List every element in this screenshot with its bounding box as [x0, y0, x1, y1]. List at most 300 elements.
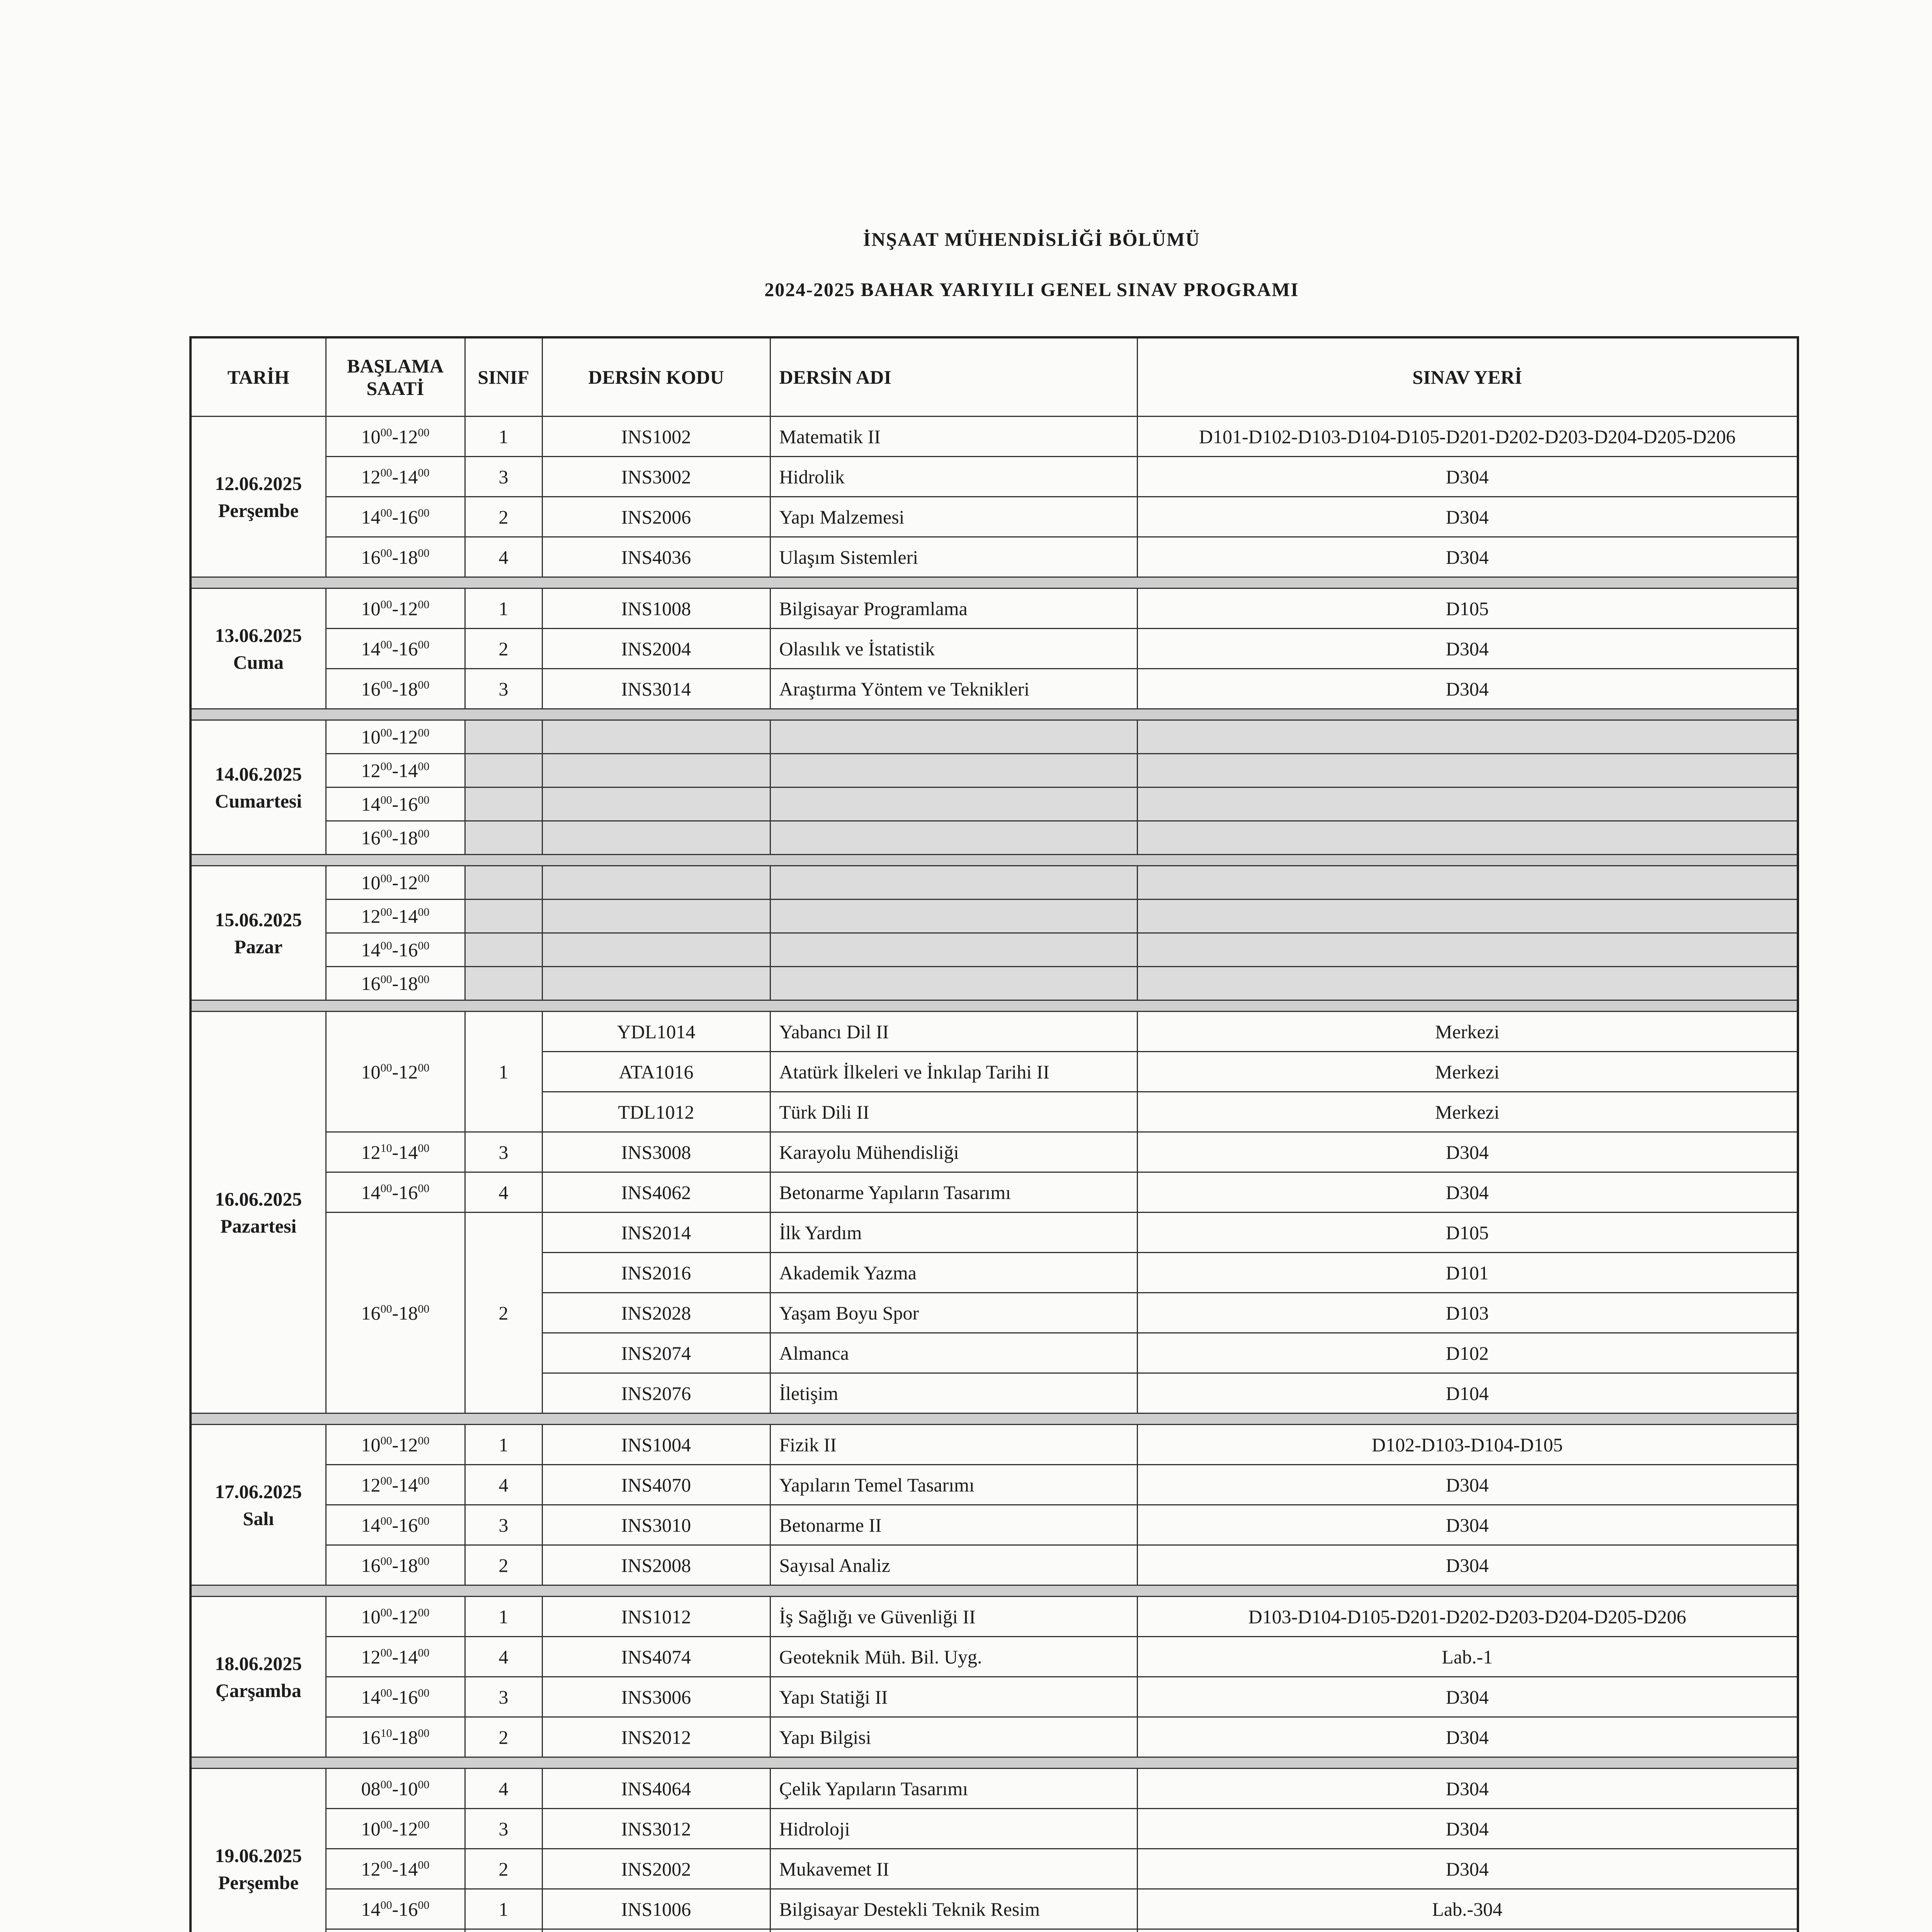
day-separator — [190, 709, 1798, 720]
time-start-hour: 10 — [361, 597, 381, 619]
col-header-exam-place: SINAV YERİ — [1137, 337, 1798, 417]
table-row — [190, 720, 1798, 754]
table-row — [190, 1769, 1798, 1809]
time-end-hour: -12 — [392, 425, 418, 447]
time-start-minute: 00 — [380, 678, 392, 691]
day-separator — [190, 855, 1798, 866]
start-time-header-line2: SAATİ — [366, 378, 424, 399]
course-code-cell: INS3006 — [542, 1677, 770, 1717]
table-row — [190, 1637, 1798, 1677]
time-end-hour: -12 — [392, 1818, 418, 1840]
course-code-cell: INS2004 — [542, 629, 770, 669]
course-code-cell: INS2074 — [542, 1333, 770, 1373]
start-time-cell — [326, 1132, 465, 1172]
time-start-hour: 16 — [361, 546, 381, 568]
class-cell: 2 — [465, 629, 542, 669]
time-end-hour: -14 — [392, 905, 418, 927]
time-start-hour: 12 — [361, 760, 381, 781]
table-row — [190, 1929, 1798, 1932]
table-row — [190, 821, 1798, 855]
time-start-hour: 12 — [361, 905, 381, 927]
time-start-minute: 00 — [380, 1514, 392, 1527]
start-time-cell — [326, 821, 465, 855]
exam-place-cell: Lab.-304 — [1137, 1889, 1798, 1929]
exam-date: 19.06.2025 — [215, 1844, 302, 1866]
time-start-hour: 10 — [361, 1061, 381, 1083]
time-end-minute: 00 — [418, 598, 430, 611]
time-end-hour: -16 — [392, 939, 418, 961]
exam-date: 17.06.2025 — [215, 1480, 302, 1502]
time-end-hour: -16 — [392, 1898, 418, 1920]
course-name-cell: İlk Yardım — [770, 1213, 1137, 1253]
class-cell: 4 — [465, 1172, 542, 1213]
time-end-minute: 00 — [418, 1554, 430, 1568]
exam-place-cell: D304 — [1137, 1717, 1798, 1757]
time-start-hour: 12 — [361, 1141, 381, 1163]
course-name-cell: Atatürk İlkeleri ve İnkılap Tarihi II — [770, 1052, 1137, 1092]
exam-place-cell: D304 — [1137, 1505, 1798, 1545]
time-start-hour: 16 — [361, 1302, 381, 1324]
time-start-hour: 14 — [361, 1514, 381, 1536]
table-row — [190, 1717, 1798, 1757]
time-start-minute: 00 — [380, 598, 392, 611]
time-end-minute: 00 — [418, 466, 430, 479]
time-start-minute: 00 — [380, 794, 392, 806]
time-end-minute: 00 — [418, 638, 430, 651]
table-header-row — [190, 337, 1798, 417]
exam-place-cell: D101 — [1137, 1253, 1798, 1293]
course-name-cell: Hidrolik — [770, 457, 1137, 497]
course-name-cell: Çelik Yapıların Tasarımı — [770, 1769, 1137, 1809]
time-end-minute: 00 — [418, 794, 430, 806]
time-start-hour: 12 — [361, 1646, 381, 1668]
exam-weekday: Cuma — [233, 651, 284, 673]
course-name-cell: Sayısal Analiz — [770, 1545, 1137, 1585]
time-start-hour: 14 — [361, 939, 381, 961]
course-name-cell: İş Sağlığı ve Güvenliği II — [770, 1597, 1137, 1637]
time-start-minute: 00 — [380, 426, 392, 439]
time-end-minute: 00 — [418, 1726, 430, 1740]
table-row — [190, 1677, 1798, 1717]
time-start-minute: 00 — [380, 1061, 392, 1074]
time-start-minute: 00 — [380, 1646, 392, 1659]
exam-place-cell: D102-D103-D104-D105 — [1137, 1425, 1798, 1465]
time-start-hour: 10 — [361, 1818, 381, 1840]
day-separator — [190, 577, 1798, 588]
course-code-cell: INS3012 — [542, 1809, 770, 1849]
class-cell — [465, 821, 542, 855]
course-name-cell: Karayolu Mühendisliği — [770, 1132, 1137, 1172]
class-cell — [465, 900, 542, 933]
start-time-cell — [326, 537, 465, 577]
time-end-minute: 00 — [418, 1514, 430, 1527]
exam-weekday: Cumartesi — [215, 790, 302, 812]
exam-place-cell — [1137, 967, 1798, 1000]
course-code-cell: INS2016 — [542, 1253, 770, 1293]
course-name-cell: Olasılık ve İstatistik — [770, 629, 1137, 669]
table-row — [190, 967, 1798, 1000]
separator-cell — [190, 1585, 1798, 1597]
exam-place-cell: D304 — [1137, 497, 1798, 537]
class-cell — [465, 866, 542, 900]
course-code-cell: INS2028 — [542, 1293, 770, 1333]
course-code-cell: INS4070 — [542, 1465, 770, 1505]
time-end-hour: -16 — [392, 506, 418, 528]
course-code-cell — [542, 967, 770, 1000]
start-time-cell — [326, 1597, 465, 1637]
time-start-minute: 10 — [380, 1141, 392, 1155]
course-code-cell: INS1004 — [542, 1425, 770, 1465]
course-name-cell: Yabancı Dil II — [770, 1012, 1137, 1052]
course-code-cell — [542, 720, 770, 754]
date-cell — [190, 1012, 326, 1413]
time-end-minute: 00 — [418, 1778, 430, 1791]
class-cell: 3 — [465, 1809, 542, 1849]
exam-date: 13.06.2025 — [215, 624, 302, 646]
table-row — [190, 588, 1798, 629]
class-cell: 1 — [465, 588, 542, 629]
exam-place-cell: D304 — [1137, 1465, 1798, 1505]
exam-place-cell — [1137, 821, 1798, 855]
time-start-hour: 14 — [361, 638, 381, 660]
course-code-cell: INS1012 — [542, 1597, 770, 1637]
course-code-cell: YDL1014 — [542, 1012, 770, 1052]
class-cell: 3 — [465, 669, 542, 709]
start-time-cell — [326, 866, 465, 900]
time-start-minute: 00 — [380, 1818, 392, 1831]
start-time-cell — [326, 457, 465, 497]
time-start-hour: 12 — [361, 466, 381, 488]
time-end-hour: -10 — [392, 1777, 418, 1799]
class-cell — [465, 754, 542, 787]
time-end-hour: -12 — [392, 872, 418, 893]
exam-place-cell: Lab.-1 — [1137, 1637, 1798, 1677]
class-cell: 4 — [465, 537, 542, 577]
exam-weekday: Pazar — [234, 935, 283, 957]
time-start-minute: 00 — [380, 827, 392, 840]
time-end-hour: -14 — [392, 1858, 418, 1880]
class-cell: 1 — [465, 1425, 542, 1465]
date-cell — [190, 588, 326, 709]
course-code-cell: INS2076 — [542, 1373, 770, 1413]
course-name-cell: Almanca — [770, 1333, 1137, 1373]
separator-cell — [190, 855, 1798, 866]
exam-place-cell: D104 — [1137, 1373, 1798, 1413]
exam-place-cell — [1137, 900, 1798, 933]
course-name-cell: Geoteknik Müh. Bil. Uyg. — [770, 1637, 1137, 1677]
start-time-cell — [326, 1425, 465, 1465]
course-code-cell: INS4074 — [542, 1637, 770, 1677]
exam-place-cell — [1137, 866, 1798, 900]
exam-weekday: Salı — [243, 1507, 274, 1529]
table-row — [190, 1505, 1798, 1545]
time-start-hour: 10 — [361, 425, 381, 447]
course-code-cell: INS1006 — [542, 1889, 770, 1929]
course-name-cell — [770, 821, 1137, 855]
course-name-cell: Yapı Statiği II — [770, 1677, 1137, 1717]
time-end-minute: 00 — [418, 1606, 430, 1619]
course-code-cell: INS3014 — [542, 669, 770, 709]
time-start-hour: 12 — [361, 1474, 381, 1496]
time-end-hour: -12 — [392, 726, 418, 748]
exam-place-cell: D304 — [1137, 1849, 1798, 1889]
class-cell — [465, 1929, 542, 1932]
department-title: İNŞAAT MÜHENDİSLİĞİ BÖLÜMÜ — [863, 228, 1201, 250]
day-separator — [190, 1000, 1798, 1012]
time-start-minute: 00 — [380, 760, 392, 773]
course-code-cell: ATA1016 — [542, 1052, 770, 1092]
course-name-cell: Fizik II — [770, 1425, 1137, 1465]
exam-date: 16.06.2025 — [215, 1188, 302, 1210]
exam-date: 18.06.2025 — [215, 1652, 302, 1674]
start-time-cell — [326, 588, 465, 629]
time-start-minute: 00 — [380, 1778, 392, 1791]
course-code-cell: INS4062 — [542, 1172, 770, 1213]
class-cell: 3 — [465, 1677, 542, 1717]
time-end-hour: -18 — [392, 678, 418, 700]
course-code-cell: INS4064 — [542, 1769, 770, 1809]
table-row — [190, 1425, 1798, 1465]
start-time-cell — [326, 1012, 465, 1132]
exam-weekday: Çarşamba — [215, 1679, 301, 1701]
course-code-cell — [542, 933, 770, 967]
time-start-hour: 16 — [361, 1726, 381, 1748]
time-end-hour: -14 — [392, 1646, 418, 1668]
time-start-hour: 12 — [361, 1858, 381, 1880]
time-end-hour: -14 — [392, 760, 418, 781]
exam-place-cell: D304 — [1137, 1132, 1798, 1172]
time-end-hour: -18 — [392, 1302, 418, 1324]
class-cell: 3 — [465, 1132, 542, 1172]
exam-place-cell — [1137, 720, 1798, 754]
class-cell — [465, 720, 542, 754]
start-time-header-line1: BAŞLAMA — [347, 355, 444, 377]
start-time-cell — [326, 1677, 465, 1717]
exam-date: 15.06.2025 — [215, 908, 302, 930]
course-code-cell — [542, 821, 770, 855]
class-cell: 3 — [465, 1505, 542, 1545]
time-end-minute: 00 — [418, 426, 430, 439]
class-cell: 2 — [465, 1717, 542, 1757]
course-name-cell: Ulaşım Sistemleri — [770, 537, 1137, 577]
course-code-cell: INS2012 — [542, 1717, 770, 1757]
table-row — [190, 1809, 1798, 1849]
col-header-course-name: DERSİN ADI — [770, 337, 1137, 417]
start-time-cell — [326, 1465, 465, 1505]
time-end-hour: -16 — [392, 1514, 418, 1536]
course-code-cell: TDL1012 — [542, 1092, 770, 1132]
time-start-hour: 10 — [361, 872, 381, 893]
time-end-hour: -16 — [392, 1181, 418, 1203]
exam-place-cell: D304 — [1137, 1172, 1798, 1213]
time-end-hour: -18 — [392, 827, 418, 849]
exam-weekday: Perşembe — [218, 1871, 299, 1893]
time-end-minute: 00 — [418, 1061, 430, 1074]
course-code-cell: INS3002 — [542, 457, 770, 497]
time-end-hour: -18 — [392, 1726, 418, 1748]
start-time-cell — [326, 1929, 465, 1932]
time-start-hour: 16 — [361, 973, 381, 994]
time-start-hour: 14 — [361, 506, 381, 528]
course-name-cell: Bilgisayar Programlama — [770, 588, 1137, 629]
col-header-class: SINIF — [465, 337, 542, 417]
time-start-hour: 14 — [361, 1686, 381, 1708]
time-end-minute: 00 — [418, 726, 430, 739]
table-row — [190, 1213, 1798, 1253]
time-end-minute: 00 — [418, 1474, 430, 1487]
date-cell — [190, 1425, 326, 1585]
table-row — [190, 669, 1798, 709]
time-start-minute: 00 — [380, 1606, 392, 1619]
start-time-cell — [326, 754, 465, 787]
table-row — [190, 1465, 1798, 1505]
time-start-minute: 10 — [380, 1726, 392, 1740]
course-code-cell: INS1008 — [542, 588, 770, 629]
time-end-hour: -12 — [392, 597, 418, 619]
course-name-cell — [770, 866, 1137, 900]
time-end-minute: 00 — [418, 827, 430, 840]
time-end-minute: 00 — [418, 939, 430, 952]
exam-place-cell: D304 — [1137, 457, 1798, 497]
exam-schedule-table — [189, 336, 1799, 1932]
class-cell: 4 — [465, 1465, 542, 1505]
table-row — [190, 1545, 1798, 1585]
col-header-course-code: DERSİN KODU — [542, 337, 770, 417]
start-time-cell — [326, 1637, 465, 1677]
table-row — [190, 1889, 1798, 1929]
separator-cell — [190, 709, 1798, 720]
time-end-minute: 00 — [418, 760, 430, 773]
time-start-hour: 10 — [361, 1434, 381, 1456]
time-start-minute: 00 — [380, 1898, 392, 1912]
course-code-cell — [542, 787, 770, 821]
start-time-cell — [326, 1172, 465, 1213]
date-cell — [190, 866, 326, 1000]
start-time-cell — [326, 1545, 465, 1585]
course-name-cell: Bilgisayar Destekli Teknik Resim — [770, 1889, 1137, 1929]
course-name-cell: Yapı Malzemesi — [770, 497, 1137, 537]
course-code-cell — [542, 900, 770, 933]
course-name-cell — [770, 754, 1137, 787]
exam-place-cell: D304 — [1137, 537, 1798, 577]
time-start-minute: 00 — [380, 546, 392, 560]
course-code-cell: INS2008 — [542, 1545, 770, 1585]
course-code-cell — [542, 1929, 770, 1932]
time-end-hour: -16 — [392, 793, 418, 815]
time-end-hour: -14 — [392, 466, 418, 488]
separator-cell — [190, 577, 1798, 588]
course-code-cell — [542, 866, 770, 900]
time-end-minute: 00 — [418, 872, 430, 885]
time-start-hour: 16 — [361, 1554, 381, 1576]
class-cell — [465, 787, 542, 821]
course-name-cell: Betonarme II — [770, 1505, 1137, 1545]
course-name-cell: Mukavemet II — [770, 1849, 1137, 1889]
time-start-hour: 14 — [361, 1898, 381, 1920]
time-end-hour: -14 — [392, 1474, 418, 1496]
col-header-date: TARİH — [190, 337, 326, 417]
course-code-cell: INS2014 — [542, 1213, 770, 1253]
table-row — [190, 497, 1798, 537]
time-end-hour: -18 — [392, 546, 418, 568]
start-time-cell — [326, 1769, 465, 1809]
course-code-cell: INS3010 — [542, 1505, 770, 1545]
start-time-cell — [326, 669, 465, 709]
time-end-minute: 00 — [418, 906, 430, 918]
day-separator — [190, 1757, 1798, 1769]
time-start-minute: 00 — [380, 1686, 392, 1699]
table-row — [190, 1597, 1798, 1637]
separator-cell — [190, 1413, 1798, 1425]
course-name-cell: Matematik II — [770, 417, 1137, 457]
time-start-hour: 14 — [361, 1181, 381, 1203]
time-end-hour: -16 — [392, 638, 418, 660]
time-start-minute: 00 — [380, 872, 392, 885]
exam-place-cell: Merkezi — [1137, 1012, 1798, 1052]
start-time-cell — [326, 417, 465, 457]
time-start-hour: 16 — [361, 827, 381, 849]
exam-place-cell: D103 — [1137, 1293, 1798, 1333]
course-name-cell: Hidroloji — [770, 1809, 1137, 1849]
exam-place-cell: D304 — [1137, 1809, 1798, 1849]
time-start-minute: 00 — [380, 906, 392, 918]
course-name-cell: Araştırma Yöntem ve Teknikleri — [770, 669, 1137, 709]
time-end-minute: 00 — [418, 1302, 430, 1315]
date-cell — [190, 1597, 326, 1757]
class-cell: 2 — [465, 1545, 542, 1585]
time-start-minute: 00 — [380, 726, 392, 739]
table-row — [190, 1172, 1798, 1213]
course-name-cell: Betonarme Yapıların Tasarımı — [770, 1172, 1137, 1213]
class-cell: 1 — [465, 1597, 542, 1637]
exam-place-cell — [1137, 787, 1798, 821]
exam-place-cell — [1137, 754, 1798, 787]
course-code-cell: INS1002 — [542, 417, 770, 457]
class-cell: 1 — [465, 1012, 542, 1132]
class-cell: 1 — [465, 417, 542, 457]
start-time-cell — [326, 1717, 465, 1757]
date-cell — [190, 417, 326, 577]
table-row — [190, 933, 1798, 967]
class-cell — [465, 967, 542, 1000]
table-row — [190, 754, 1798, 787]
table-row — [190, 537, 1798, 577]
time-end-minute: 00 — [418, 1434, 430, 1447]
exam-weekday: Perşembe — [218, 499, 299, 521]
start-time-cell — [326, 720, 465, 754]
time-end-minute: 00 — [418, 506, 430, 519]
date-cell — [190, 1769, 326, 1932]
course-code-cell: INS2006 — [542, 497, 770, 537]
class-cell: 4 — [465, 1637, 542, 1677]
time-end-minute: 00 — [418, 973, 430, 986]
course-name-cell: İletişim — [770, 1373, 1137, 1413]
course-name-cell: Yapıların Temel Tasarımı — [770, 1465, 1137, 1505]
class-cell: 1 — [465, 1889, 542, 1929]
time-end-hour: -12 — [392, 1605, 418, 1628]
time-start-minute: 00 — [380, 939, 392, 952]
table-row — [190, 1132, 1798, 1172]
separator-cell — [190, 1000, 1798, 1012]
exam-place-cell: D105 — [1137, 588, 1798, 629]
time-start-minute: 00 — [380, 1302, 392, 1315]
course-code-cell: INS4036 — [542, 537, 770, 577]
time-start-minute: 00 — [380, 506, 392, 519]
course-name-cell — [770, 1929, 1137, 1932]
course-name-cell — [770, 933, 1137, 967]
time-end-minute: 00 — [418, 678, 430, 691]
table-row — [190, 457, 1798, 497]
